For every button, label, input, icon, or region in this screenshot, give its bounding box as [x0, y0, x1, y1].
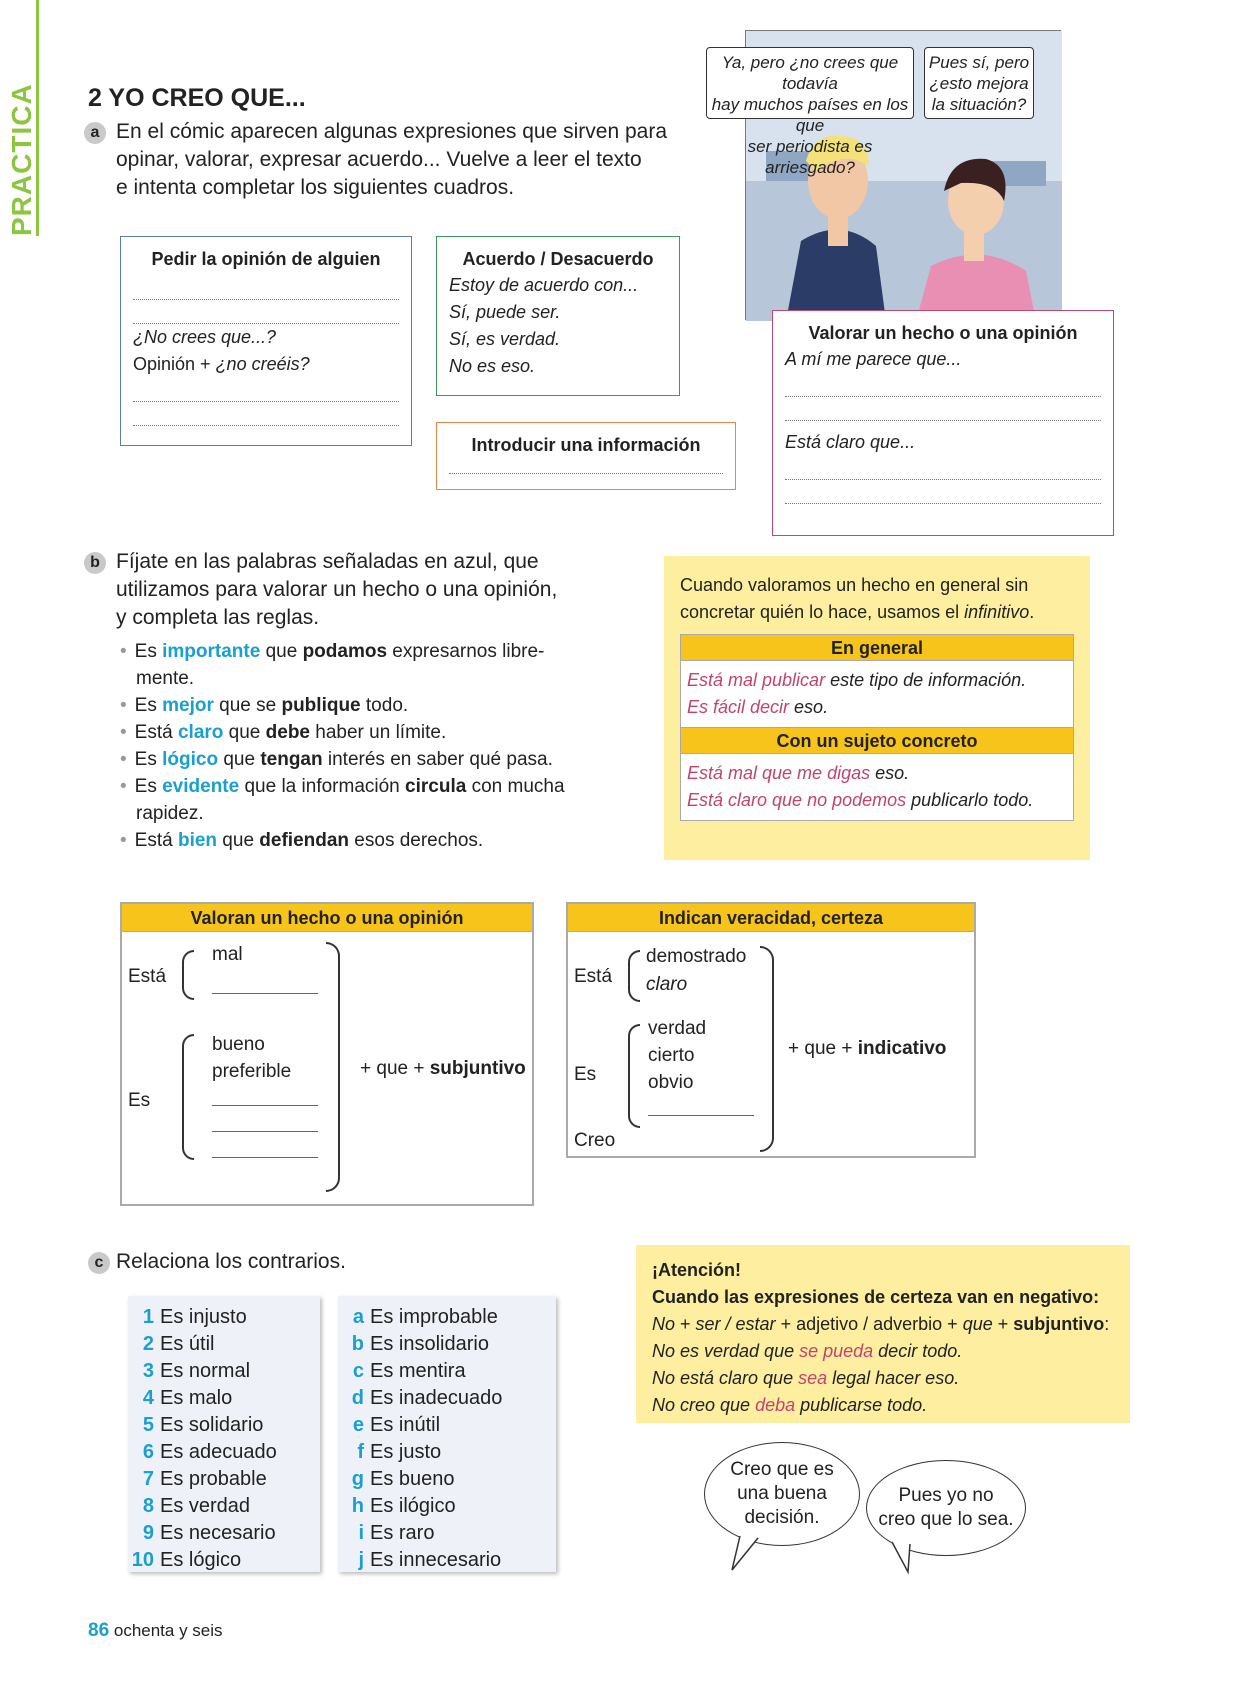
item-number: 1: [142, 1306, 154, 1328]
speech-tail-right: [880, 1540, 920, 1574]
match-item[interactable]: [128, 1439, 320, 1466]
match-item[interactable]: [128, 1520, 320, 1547]
blank-line[interactable]: [133, 378, 399, 402]
example: [687, 787, 1067, 814]
example-highlight: Está mal publicar: [687, 670, 826, 690]
box-valorar: [772, 310, 1114, 536]
rule-continuation: [120, 665, 640, 692]
info-intro-line: Cuando valoramos un hecho en general sin: [680, 575, 1029, 595]
verb-es: Es: [574, 1064, 597, 1085]
word-verdad: verdad: [648, 1018, 707, 1039]
example-text: No creo que: [652, 1395, 756, 1415]
word-obvio: obvio: [648, 1072, 694, 1093]
rule-continuation: [120, 800, 640, 827]
word-preferible: preferible: [212, 1061, 292, 1082]
speech-tail-left: [730, 1536, 770, 1572]
verb-creo: Creo: [574, 1130, 616, 1151]
example-text: legal hacer eso.: [827, 1368, 960, 1388]
item-letter: g: [351, 1468, 364, 1490]
instructions-a: [116, 118, 716, 202]
page-number: 86: [88, 1620, 110, 1641]
item-text: Es útil: [160, 1333, 215, 1355]
blank-line[interactable]: [785, 456, 1101, 480]
exercise-title: 2 YO CREO QUE...: [88, 84, 306, 112]
bubble-line: ser periodista es arriesgado?: [747, 137, 873, 177]
rule-item: [120, 746, 640, 773]
rule-verb: publique: [281, 695, 361, 716]
item-text: Es adecuado: [160, 1441, 277, 1463]
expression: Estoy de acuerdo con...: [449, 275, 639, 295]
example-text: publicarlo todo.: [906, 790, 1034, 810]
formula-mode: subjuntivo: [429, 1058, 526, 1079]
item-letter: j: [358, 1549, 364, 1571]
brace: [326, 942, 340, 1192]
item-text: Es solidario: [160, 1414, 264, 1436]
box-title: Valorar un hecho o una opinión: [808, 323, 1078, 343]
rule-verb: tengan: [260, 749, 323, 770]
example-text: eso.: [870, 763, 910, 783]
rule-text: todo.: [360, 695, 409, 716]
atencion-box: [636, 1245, 1130, 1423]
item-letter: f: [357, 1441, 364, 1463]
table-header: Con un sujeto concreto: [681, 728, 1073, 754]
match-item[interactable]: [128, 1412, 320, 1439]
page-number-text: ochenta y seis: [109, 1621, 223, 1640]
badge-a: a: [84, 122, 106, 144]
expression: Está claro que...: [785, 432, 916, 452]
match-item[interactable]: [128, 1493, 320, 1520]
instructions-a-line: En el cómic aparecen algunas expresiones que sirven para: [116, 120, 667, 143]
brace: [628, 950, 640, 1002]
match-item[interactable]: [338, 1304, 556, 1331]
word-claro: claro: [646, 974, 688, 995]
formula-text: + que +: [788, 1038, 858, 1059]
example-highlight: deba: [755, 1395, 796, 1415]
blank-line[interactable]: [785, 397, 1101, 421]
table-veracidad: [566, 902, 976, 1158]
formula-part: No: [652, 1314, 676, 1334]
example-highlight: Está claro que no podemos: [687, 790, 907, 810]
example-highlight: Está mal que me digas: [687, 763, 871, 783]
example-highlight: sea: [798, 1368, 828, 1388]
item-text: Es justo: [370, 1441, 442, 1463]
formula-indicativo: [788, 1038, 946, 1060]
item-letter: h: [351, 1495, 364, 1517]
example-text: publicarse todo.: [795, 1395, 928, 1415]
formula-subjuntivo: [360, 1058, 526, 1080]
blank-line[interactable]: [212, 1110, 318, 1132]
page-footer: [88, 1620, 223, 1642]
item-number: 8: [142, 1495, 154, 1517]
match-item[interactable]: [338, 1520, 556, 1547]
box-title: Pedir la opinión de alguien: [151, 249, 381, 269]
item-letter: b: [351, 1333, 364, 1355]
atencion-example: [652, 1392, 1114, 1419]
atencion-example: [652, 1365, 1114, 1392]
section-label: PRACTICA: [6, 83, 37, 236]
box-pedir-opinion: [120, 236, 412, 446]
verb-es: Es: [128, 1090, 151, 1111]
rule-text: que: [218, 749, 261, 770]
blank-line[interactable]: [133, 276, 399, 300]
speech-line: Creo que es: [730, 1459, 834, 1480]
info-intro-line: [680, 599, 1074, 626]
item-text: Es insolidario: [370, 1333, 489, 1355]
rule-text: Está: [134, 830, 178, 851]
rule-text: que: [217, 830, 260, 851]
atencion-subtitle: Cuando las expresiones de certeza van en negativo:: [652, 1287, 1100, 1307]
match-item[interactable]: [338, 1493, 556, 1520]
rule-text: mente.: [136, 668, 195, 689]
speech-line: creo que lo sea.: [878, 1509, 1014, 1530]
expression: ¿No crees que...?: [133, 327, 277, 347]
speech-bubble-woman: [924, 47, 1034, 119]
badge-b: b: [84, 552, 106, 574]
match-item[interactable]: [128, 1358, 320, 1385]
bubble-line: hay muchos países en los que: [711, 95, 909, 135]
item-number: 3: [142, 1360, 154, 1382]
match-item[interactable]: [128, 1466, 320, 1493]
table-header: En general: [681, 635, 1073, 661]
expression: Sí, es verdad.: [449, 329, 561, 349]
match-item[interactable]: [338, 1547, 556, 1574]
verb-esta: Está: [128, 966, 167, 987]
formula-text: + que +: [360, 1058, 430, 1079]
blank-line[interactable]: [133, 300, 399, 324]
formula-part: + adjetivo / adverbio +: [775, 1314, 963, 1334]
word-demostrado: demostrado: [646, 946, 747, 967]
rule-text: que: [260, 641, 303, 662]
rule-text: esos derechos.: [349, 830, 484, 851]
table-body: [681, 661, 1073, 728]
rules-list: [120, 638, 640, 854]
rule-text: interés en saber qué pasa.: [322, 749, 553, 770]
match-item[interactable]: [128, 1304, 320, 1331]
rule-text: expresarnos libre-: [387, 641, 545, 662]
item-number: 2: [142, 1333, 154, 1355]
example: [687, 760, 1067, 787]
instructions-a-line: opinar, valorar, expresar acuerdo... Vuelve a leer el texto: [116, 148, 642, 171]
speech-line: decisión.: [744, 1507, 820, 1528]
expression: Sí, puede ser.: [449, 302, 561, 322]
atencion-title: ¡Atención!: [652, 1260, 741, 1280]
item-text: Es innecesario: [370, 1549, 502, 1571]
expression: A mí me parece que...: [785, 349, 962, 369]
expression: [133, 351, 399, 378]
bubble-line: ¿esto mejora: [929, 74, 1029, 93]
item-text: Es probable: [160, 1468, 267, 1490]
item-number: 9: [142, 1522, 154, 1544]
item-number: 5: [142, 1414, 154, 1436]
instructions-b-line: utilizamos para valorar un hecho o una opinión,: [116, 578, 558, 601]
blank-line[interactable]: [212, 972, 318, 994]
formula-part: ser / estar: [695, 1314, 776, 1334]
item-text: Es mentira: [370, 1360, 466, 1382]
box-acuerdo: [436, 236, 680, 396]
item-letter: e: [352, 1414, 364, 1436]
instructions-c: Relaciona los contrarios.: [116, 1250, 346, 1273]
item-text: Es necesario: [160, 1522, 276, 1544]
match-item[interactable]: [338, 1385, 556, 1412]
box-title: Introducir una información: [471, 435, 701, 455]
formula-part: +: [992, 1314, 1014, 1334]
item-number: 7: [142, 1468, 154, 1490]
rule-text: que la información: [239, 776, 406, 797]
blank-line[interactable]: [648, 1094, 754, 1116]
rule-item: [120, 719, 640, 746]
table-header: Indican veracidad, certeza: [568, 904, 974, 932]
expression-text: ¿no creéis?: [215, 354, 310, 374]
match-right-column: [338, 1296, 556, 1572]
info-table: [680, 634, 1074, 821]
speech-bubble-man: [706, 47, 914, 177]
rule-item: [120, 827, 640, 854]
item-text: Es lógico: [160, 1549, 242, 1571]
rule-item: [120, 773, 640, 800]
info-intro: [680, 572, 1074, 626]
atencion-formula: [652, 1311, 1114, 1338]
example-text: No está claro que: [652, 1368, 799, 1388]
rule-text: haber un límite.: [310, 722, 447, 743]
item-text: Es inadecuado: [370, 1387, 503, 1409]
formula-part: que: [962, 1314, 993, 1334]
item-number: 10: [131, 1549, 154, 1571]
bubble-line: la situación?: [931, 95, 1027, 114]
item-number: 4: [142, 1387, 154, 1409]
rule-verb: circula: [405, 776, 467, 797]
table-body: [681, 754, 1073, 821]
example-text: No es verdad que: [652, 1341, 800, 1361]
comic-panel: [711, 30, 1061, 320]
word-cierto: cierto: [648, 1045, 695, 1066]
instructions-b-line: Fíjate en las palabras señaladas en azul, que: [116, 550, 539, 573]
rule-text: Es: [134, 695, 163, 716]
example: [687, 694, 1067, 721]
rule-item: [120, 692, 640, 719]
rule-text: rapidez.: [136, 803, 204, 824]
rule-keyword: claro: [177, 722, 224, 743]
match-left-column: [128, 1296, 320, 1572]
rule-verb: defiendan: [259, 830, 350, 851]
rule-text: Es: [134, 641, 163, 662]
item-letter: d: [351, 1387, 364, 1409]
example-highlight: Es fácil decir: [687, 697, 790, 717]
instructions-a-line: e intenta completar los siguientes cuadros.: [116, 176, 515, 199]
instructions-b-line: y completa las reglas.: [116, 606, 320, 629]
info-term: infinitivo: [964, 602, 1030, 622]
brace: [760, 946, 774, 1152]
brace: [628, 1024, 640, 1128]
rule-text: Es: [134, 749, 163, 770]
atencion-example: [652, 1338, 1114, 1365]
verb-esta: Está: [574, 966, 613, 987]
brace: [182, 1034, 194, 1160]
expression-text: Opinión +: [133, 354, 216, 374]
blank-line[interactable]: [212, 1136, 318, 1158]
blank-line[interactable]: [133, 402, 399, 426]
item-letter: a: [352, 1306, 364, 1328]
item-letter: i: [358, 1522, 364, 1544]
rule-text: que se: [213, 695, 282, 716]
match-item[interactable]: [128, 1385, 320, 1412]
rule-text: Está: [134, 722, 178, 743]
rule-item: [120, 638, 640, 665]
formula-mode: indicativo: [857, 1038, 947, 1059]
formula-part: :: [1104, 1314, 1110, 1334]
speech-line: una buena: [737, 1483, 827, 1504]
blank-line[interactable]: [449, 456, 723, 474]
match-item[interactable]: [338, 1412, 556, 1439]
info-infinitivo: [664, 556, 1090, 860]
match-item[interactable]: [338, 1331, 556, 1358]
blank-line[interactable]: [785, 373, 1101, 397]
item-text: Es injusto: [160, 1306, 247, 1328]
expression: No es eso.: [449, 356, 536, 376]
match-item[interactable]: [338, 1358, 556, 1385]
item-letter: c: [352, 1360, 364, 1382]
item-text: Es verdad: [160, 1495, 251, 1517]
item-text: Es ilógico: [370, 1495, 456, 1517]
example-text: eso.: [789, 697, 829, 717]
instructions-b: [116, 548, 636, 632]
badge-c: c: [88, 1252, 110, 1274]
word-bueno: bueno: [212, 1034, 265, 1055]
match-item[interactable]: [128, 1547, 320, 1574]
match-item[interactable]: [338, 1466, 556, 1493]
blank-line[interactable]: [785, 480, 1101, 504]
rule-text: que: [223, 722, 266, 743]
rule-keyword: importante: [162, 641, 261, 662]
blank-line[interactable]: [212, 1084, 318, 1106]
item-number: 6: [142, 1441, 154, 1463]
bubble-line: Ya, pero ¿no crees que todavía: [721, 53, 899, 93]
rule-text: Es: [134, 776, 163, 797]
table-valoran: [120, 902, 534, 1206]
example-highlight: se pueda: [799, 1341, 874, 1361]
match-item[interactable]: [128, 1331, 320, 1358]
rule-keyword: bien: [177, 830, 218, 851]
example-text: este tipo de información.: [825, 670, 1027, 690]
rule-text: con mucha: [466, 776, 565, 797]
info-text: concretar quién lo hace, usamos el: [680, 602, 965, 622]
table-header: Valoran un hecho o una opinión: [122, 904, 532, 932]
box-title: Acuerdo / Desacuerdo: [462, 249, 654, 269]
speech-bubble-left: [704, 1442, 860, 1546]
item-text: Es bueno: [370, 1468, 455, 1490]
rule-keyword: mejor: [162, 695, 214, 716]
rule-keyword: evidente: [162, 776, 240, 797]
formula-part: +: [675, 1314, 696, 1334]
rule-verb: debe: [265, 722, 311, 743]
info-text: .: [1029, 602, 1035, 622]
formula-part: subjuntivo: [1013, 1314, 1105, 1334]
example-text: decir todo.: [873, 1341, 963, 1361]
example: [687, 667, 1067, 694]
item-text: Es inútil: [370, 1414, 441, 1436]
match-item[interactable]: [338, 1439, 556, 1466]
rule-verb: podamos: [302, 641, 388, 662]
item-text: Es raro: [370, 1522, 435, 1544]
bubble-line: Pues sí, pero: [928, 53, 1030, 72]
word-mal: mal: [212, 944, 243, 965]
item-text: Es normal: [160, 1360, 251, 1382]
speech-line: Pues yo no: [898, 1485, 994, 1506]
item-text: Es malo: [160, 1387, 233, 1409]
box-introducir: [436, 422, 736, 490]
item-text: Es improbable: [370, 1306, 498, 1328]
brace: [182, 950, 194, 1000]
rule-keyword: lógico: [162, 749, 219, 770]
